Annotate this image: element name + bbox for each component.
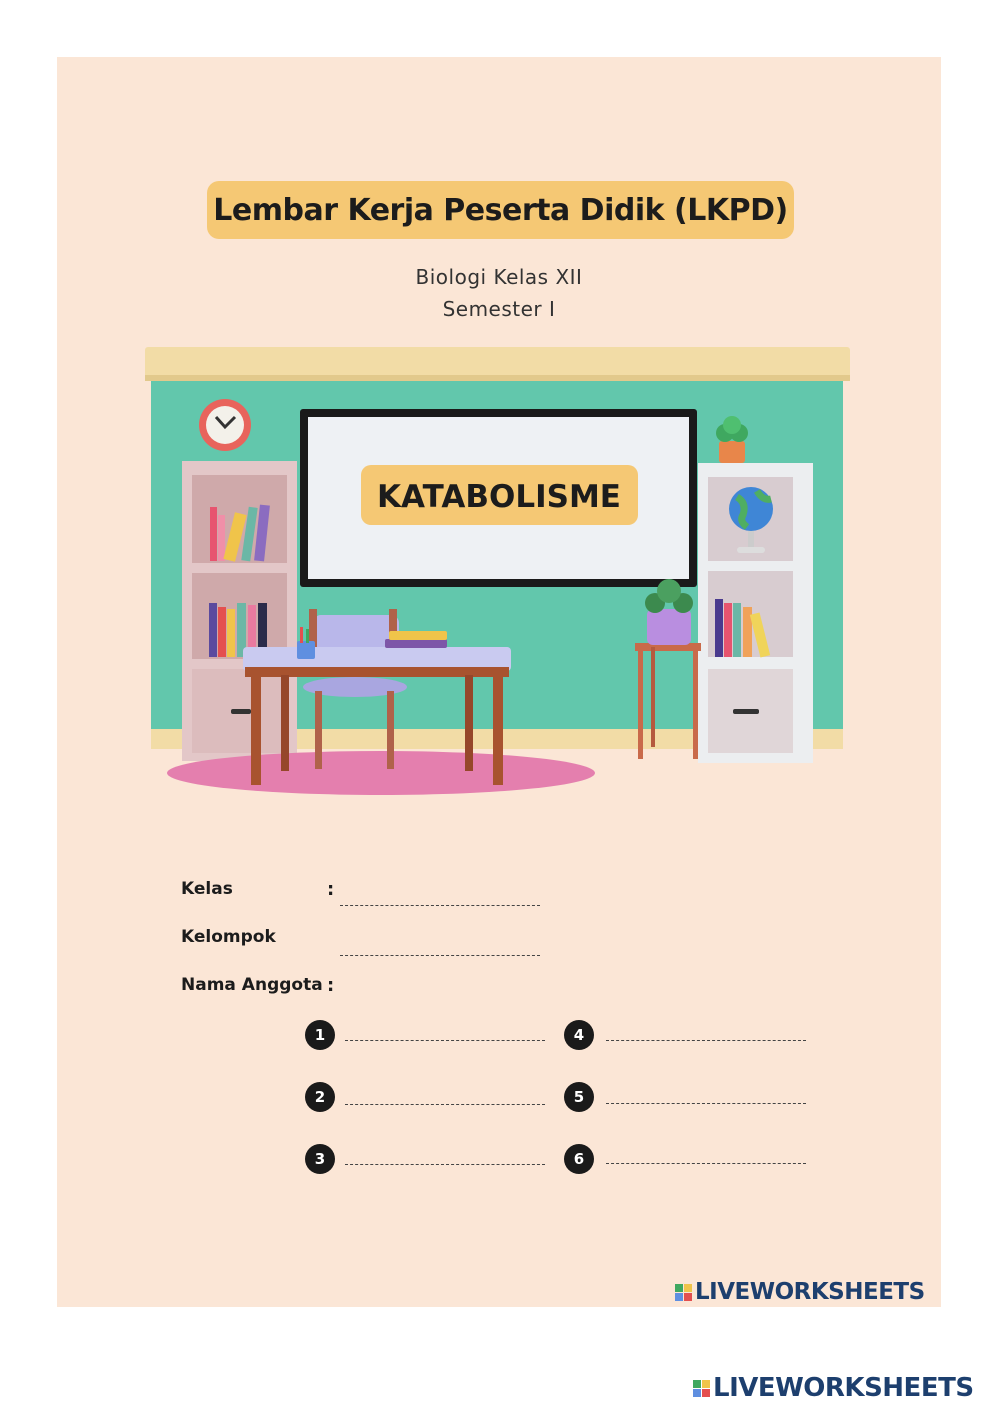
- member-field-3[interactable]: [345, 1164, 545, 1165]
- member-number-1: 1: [305, 1020, 335, 1050]
- clock-icon: [199, 399, 251, 451]
- liveworksheets-watermark-inner: [675, 1279, 925, 1305]
- kelas-colon: :: [327, 879, 335, 900]
- nama-anggota-colon: :: [327, 975, 335, 996]
- member-field-5[interactable]: [606, 1103, 806, 1104]
- member-field-2[interactable]: [345, 1104, 545, 1105]
- kelompok-field[interactable]: [340, 955, 540, 956]
- liveworksheets-logo-icon: [675, 1284, 692, 1301]
- member-field-1[interactable]: [345, 1040, 545, 1041]
- subject-subtitle: Biologi Kelas XII: [415, 265, 583, 289]
- classroom-illustration: [145, 347, 855, 807]
- left-bookshelf: [182, 461, 297, 761]
- topic-label: KATABOLISME: [377, 479, 621, 515]
- liveworksheets-logo-icon: [693, 1380, 710, 1397]
- member-number-2: 2: [305, 1082, 335, 1112]
- member-number-6: 6: [564, 1144, 594, 1174]
- whiteboard: [300, 409, 697, 587]
- liveworksheets-watermark[interactable]: [693, 1373, 974, 1403]
- page-title: Lembar Kerja Peserta Didik (LKPD): [207, 181, 794, 239]
- kelas-field[interactable]: [340, 905, 540, 906]
- member-number-5: 5: [564, 1082, 594, 1112]
- member-number-4: 4: [564, 1020, 594, 1050]
- worksheet-page: [57, 57, 941, 1307]
- nama-anggota-label: Nama Anggota: [181, 975, 323, 995]
- member-field-6[interactable]: [606, 1163, 806, 1164]
- kelas-label: Kelas: [181, 879, 233, 899]
- semester-subtitle: Semester I: [442, 297, 556, 321]
- member-number-3: 3: [305, 1144, 335, 1174]
- brand-text: LIVEWORKSHEETS: [695, 1279, 925, 1305]
- right-bookshelf: [698, 463, 813, 763]
- kelompok-label: Kelompok: [181, 927, 276, 947]
- member-field-4[interactable]: [606, 1040, 806, 1041]
- brand-text: LIVEWORKSHEETS: [713, 1373, 974, 1403]
